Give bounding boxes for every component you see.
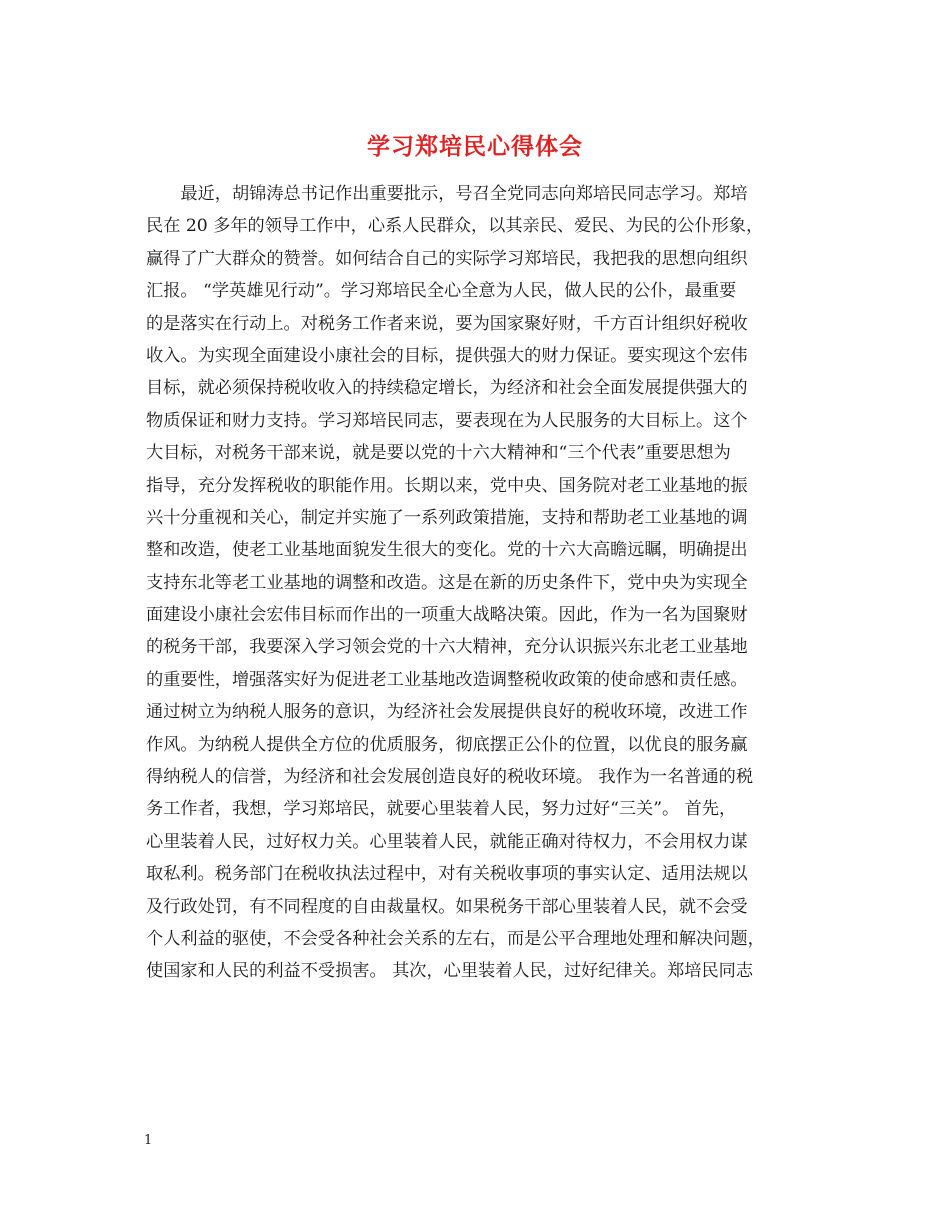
body-line: 赢得了广大群众的赞誉。如何结合自己的实际学习郑培民，我把我的思想向组织 — [146, 248, 748, 269]
body-line: 物质保证和财力支持。学习郑培民同志，要表现在为人民服务的大目标上。这个 — [146, 410, 748, 431]
body-line: 整和改造，使老工业基地面貌发生很大的变化。党的十六大高瞻远瞩，明确提出 — [146, 540, 748, 561]
document-body — [146, 178, 816, 988]
page-number: 1 — [144, 1133, 153, 1148]
body-line: 支持东北等老工业基地的调整和改造。这是在新的历史条件下，党中央为实现全 — [146, 572, 748, 593]
body-line: 得纳税人的信誉，为经济和社会发展创造良好的税收环境。 我作为一名普通的税 — [146, 767, 754, 788]
document-title: 学习郑培民心得体会 — [367, 133, 583, 160]
body-line: 目标，就必须保持税收收入的持续稳定增长，为经济和社会全面发展提供强大的 — [146, 378, 748, 399]
body-line: 个人利益的驱使，不会受各种社会关系的左右，而是公平合理地处理和解决问题， — [146, 928, 765, 949]
body-line: 汇报。 “学英雄见行动”。学习郑培民全心全意为人民，做人民的公仆，最重要 — [146, 281, 737, 302]
body-line: 兴十分重视和关心，制定并实施了一系列政策措施，支持和帮助老工业基地的调 — [146, 507, 748, 528]
body-line: 使国家和人民的利益不受损害。 其次，心里装着人民，过好纪律关。郑培民同志 — [146, 961, 754, 982]
body-line: 的税务干部，我要深入学习领会党的十六大精神，充分认识振兴东北老工业基地 — [146, 637, 748, 658]
body-line: 取私利。税务部门在税收执法过程中，对有关税收事项的事实认定、适用法规以 — [146, 864, 748, 885]
body-line: 务工作者，我想，学习郑培民，就要心里装着人民，努力过好“三关”。 首先， — [146, 799, 737, 820]
body-line: 作风。为纳税人提供全方位的优质服务，彻底摆正公仆的位置，以优良的服务赢 — [146, 734, 748, 755]
body-line: 最近，胡锦涛总书记作出重要批示，号召全党同志向郑培民同志学习。郑培 — [146, 184, 748, 204]
body-line: 的重要性，增强落实好为促进老工业基地改造调整税收政策的使命感和责任感。 — [146, 669, 748, 690]
body-line: 指导，充分发挥税收的职能作用。长期以来，党中央、国务院对老工业基地的振 — [146, 475, 748, 496]
body-line: 面建设小康社会宏伟目标而作出的一项重大战略决策。因此，作为一名为国聚财 — [146, 605, 748, 626]
body-line: 大目标，对税务干部来说，就是要以党的十六大精神和“三个代表”重要思想为 — [146, 443, 731, 464]
body-line: 心里装着人民，过好权力关。心里装着人民，就能正确对待权力，不会用权力谋 — [146, 831, 748, 852]
body-line: 收入。为实现全面建设小康社会的目标，提供强大的财力保证。要实现这个宏伟 — [146, 345, 748, 366]
body-line: 及行政处罚，有不同程度的自由裁量权。如果税务干部心里装着人民，就不会受 — [146, 896, 748, 917]
body-line: 的是落实在行动上。对税务工作者来说，要为国家聚好财，千方百计组织好税收 — [146, 313, 748, 334]
body-line: 通过树立为纳税人服务的意识，为经济社会发展提供良好的税收环境，改进工作 — [146, 702, 748, 723]
body-line: 民在 20 多年的领导工作中，心系人民群众，以其亲民、爱民、为民的公仆形象， — [146, 216, 764, 237]
